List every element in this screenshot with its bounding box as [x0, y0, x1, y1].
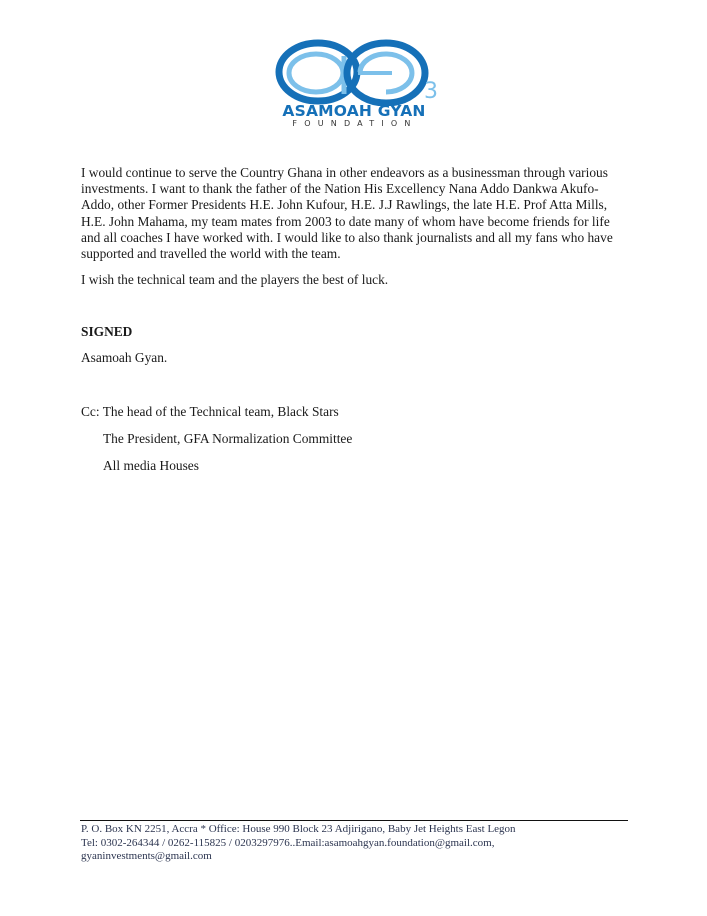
body-paragraph	[81, 165, 637, 262]
closing-line: I wish the technical team and the players the best of luck.	[81, 272, 389, 287]
letterhead-footer	[81, 823, 516, 864]
cc-prefix: Cc:	[81, 404, 100, 419]
paragraph-line: H.E. John Mahama, my team mates from 2003 to date many of whom have become friends for life	[81, 213, 610, 229]
footer-divider	[80, 820, 628, 821]
cc-recipient: The President, GFA Normalization Committee	[103, 431, 353, 446]
cc-recipient: All media Houses	[103, 458, 199, 473]
signed-label: SIGNED	[81, 324, 133, 339]
organization-subtitle: FOUNDATION	[292, 119, 418, 128]
ag3-monogram-icon	[272, 36, 442, 106]
paragraph-line: supported and travelled the world with the team.	[81, 246, 341, 262]
footer-email: gyaninvestments@gmail.com	[81, 850, 212, 862]
cc-list	[81, 404, 352, 485]
cc-row	[81, 404, 352, 431]
paragraph-line: I would continue to serve the Country Ghana in other endeavors as a businessman through various	[81, 165, 608, 180]
footer-contacts: Tel: 0302-264344 / 0262-115825 / 0203297976..Email:asamoahgyan.foundation@gmail.com,	[81, 836, 495, 849]
footer-address: P. O. Box KN 2251, Accra * Office: House 990 Block 23 Adjirigano, Baby Jet Heights East Legon	[81, 823, 516, 835]
letter-body	[81, 165, 637, 262]
paragraph-line: investments. I want to thank the father of the Nation His Excellency Nana Addo Dankwa Akufo-	[81, 181, 599, 197]
organization-name: ASAMOAH GYAN	[282, 102, 426, 120]
logo-3: 3	[424, 79, 438, 104]
logo-a-inner-ring	[289, 54, 343, 92]
paragraph-line: and all coaches I have worked with. I would like to also thank journalists and all my fans who have	[81, 229, 613, 245]
paragraph-line: Addo, other Former Presidents H.E. John Kufour, H.E. J.J Rawlings, the late H.E. Prof Atta Mills,	[81, 197, 608, 213]
signer-name: Asamoah Gyan.	[81, 350, 168, 365]
foundation-logo	[272, 36, 442, 132]
cc-recipient: The head of the Technical team, Black Stars	[102, 404, 339, 419]
